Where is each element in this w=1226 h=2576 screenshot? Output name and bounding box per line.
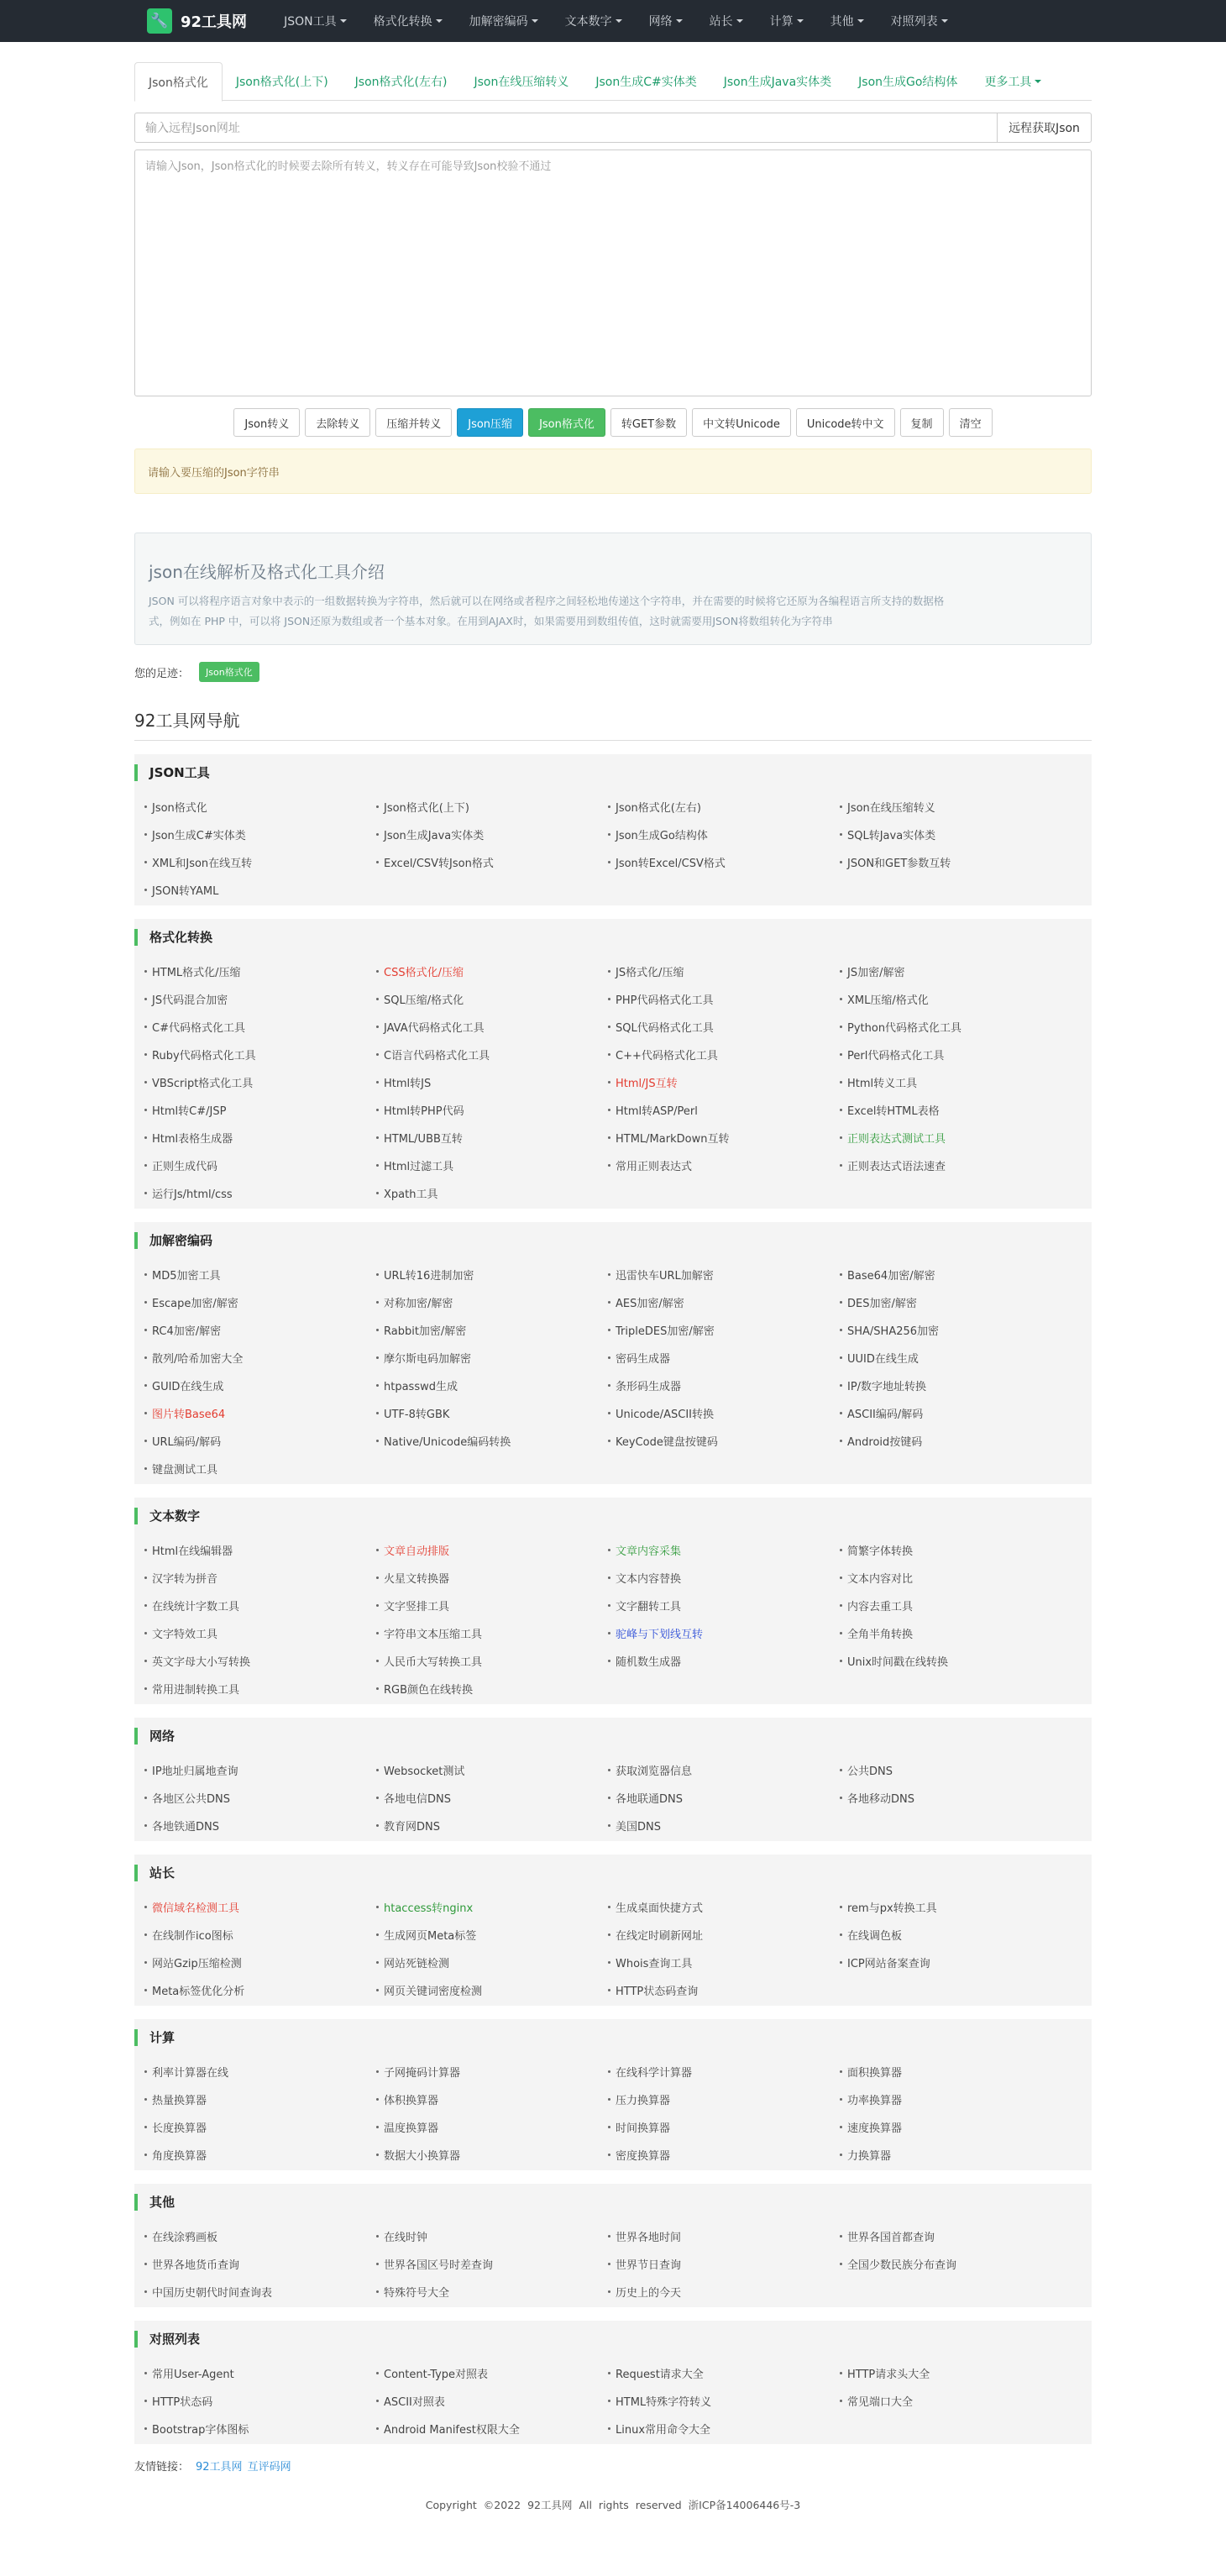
footprint-label: 您的足迹： [134, 667, 190, 680]
tool-link[interactable]: Ruby代码格式化工具 [144, 1041, 376, 1068]
tool-link[interactable]: 人民币大写转换工具 [376, 1647, 608, 1675]
tool-link[interactable]: UUID在线生成 [840, 1344, 1071, 1372]
tool-link[interactable]: Html转C#/JSP [144, 1096, 376, 1124]
tool-link[interactable]: Python代码格式化工具 [840, 1013, 1071, 1041]
footprint-badge[interactable]: Json格式化 [199, 662, 259, 682]
nav-menu-label: 对照列表 [890, 15, 938, 29]
tool-link[interactable]: Escape加密/解密 [144, 1288, 376, 1316]
tool-link[interactable]: 驼峰与下划线互转 [608, 1619, 840, 1647]
tool-link[interactable]: 迅雷快车URL加解密 [608, 1261, 840, 1288]
tool-link[interactable]: 公共DNS [840, 1756, 1071, 1784]
tool-link[interactable]: HTML/UBB互转 [376, 1124, 608, 1152]
section-title: 格式化转换 [134, 929, 1078, 946]
tool-link[interactable]: Request请求大全 [608, 2359, 840, 2387]
tool-link[interactable]: ICP网站备案查询 [840, 1949, 1071, 1976]
action-button[interactable]: 压缩并转义 [375, 408, 452, 437]
tool-link[interactable]: 各地移动DNS [840, 1784, 1071, 1812]
tool-link[interactable]: 在线时钟 [376, 2222, 608, 2250]
tool-link[interactable]: Linux常用命令大全 [608, 2415, 840, 2442]
tool-link[interactable]: SQL压缩/格式化 [376, 985, 608, 1013]
tool-link[interactable]: MD5加密工具 [144, 1261, 376, 1288]
tool-link[interactable]: 散列/哈希加密大全 [144, 1344, 376, 1372]
tool-link[interactable]: 文本内容对比 [840, 1564, 1071, 1592]
tool-link[interactable]: Html/JS互转 [608, 1068, 840, 1096]
section-link-grid [134, 1893, 1078, 2004]
tool-link[interactable]: 在线调色板 [840, 1921, 1071, 1949]
alert-message: 请输入要压缩的Json字符串 [134, 449, 1092, 494]
tool-link[interactable]: DES加密/解密 [840, 1288, 1071, 1316]
tool-link[interactable]: 长度换算器 [144, 2113, 376, 2141]
brand-name: 92工具网 [181, 13, 248, 31]
remote-url-row [134, 113, 1092, 143]
section-link-grid [134, 1261, 1078, 1482]
section-title: 网络 [134, 1728, 1078, 1744]
tool-link[interactable]: 微信域名检测工具 [144, 1893, 376, 1921]
tool-link[interactable]: 运行Js/html/css [144, 1179, 376, 1207]
tool-link[interactable]: VBScript格式化工具 [144, 1068, 376, 1096]
tool-link[interactable]: RGB颜色在线转换 [376, 1675, 608, 1702]
tool-link[interactable]: Json生成C#实体类 [144, 821, 376, 848]
tool-link[interactable]: URL编码/解码 [144, 1427, 376, 1455]
tool-link[interactable]: 生成网页Meta标签 [376, 1921, 608, 1949]
nav-menu-item[interactable] [757, 0, 817, 42]
tool-link[interactable]: JSON和GET参数互转 [840, 848, 1071, 876]
tool-link[interactable]: 子网掩码计算器 [376, 2058, 608, 2085]
tool-link[interactable]: UTF-8转GBK [376, 1399, 608, 1427]
tool-link[interactable]: HTML特殊字符转义 [608, 2387, 840, 2415]
tool-link[interactable]: Html转PHP代码 [376, 1096, 608, 1124]
tool-link[interactable]: PHP代码格式化工具 [608, 985, 840, 1013]
footprint-row [134, 662, 1092, 682]
tab-label: Json格式化(左右) [354, 76, 448, 89]
caret-down-icon [797, 19, 804, 23]
tool-link[interactable]: JS格式化/压缩 [608, 957, 840, 985]
tool-link[interactable]: 热量换算器 [144, 2085, 376, 2113]
tool-link[interactable]: 世界节日查询 [608, 2250, 840, 2278]
tool-link[interactable]: 世界各地时间 [608, 2222, 840, 2250]
tool-link[interactable]: 键盘测试工具 [144, 1455, 376, 1482]
tool-link[interactable]: XML和Json在线互转 [144, 848, 376, 876]
section-link-grid [134, 957, 1078, 1207]
caret-down-icon [340, 19, 347, 23]
tool-link[interactable]: 功率换算器 [840, 2085, 1071, 2113]
action-button[interactable]: Json压缩 [457, 408, 523, 437]
tool-link[interactable]: 正则表达式测试工具 [840, 1124, 1071, 1152]
section-title: 加解密编码 [134, 1232, 1078, 1249]
top-navbar [0, 0, 1226, 42]
tool-link[interactable]: 正则表达式语法速查 [840, 1152, 1071, 1179]
tool-link[interactable]: 网站Gzip压缩检测 [144, 1949, 376, 1976]
tool-link[interactable]: 文字特效工具 [144, 1619, 376, 1647]
nav-menu-item[interactable] [636, 0, 696, 42]
action-button[interactable]: Unicode转中文 [796, 408, 895, 437]
tool-link[interactable]: 字符串文本压缩工具 [376, 1619, 608, 1647]
tool-link[interactable]: Json转Excel/CSV格式 [608, 848, 840, 876]
caret-down-icon [857, 19, 864, 23]
tool-sections [134, 754, 1092, 2444]
friend-links-label: 友情链接： [134, 2461, 190, 2474]
tool-link[interactable]: Json格式化 [144, 793, 376, 821]
tool-section [134, 2321, 1092, 2444]
tool-link[interactable]: XML压缩/格式化 [840, 985, 1071, 1013]
tool-link[interactable]: 在线定时刷新网址 [608, 1921, 840, 1949]
nav-menu-item[interactable] [878, 0, 961, 42]
tool-link[interactable]: Json格式化(上下) [376, 793, 608, 821]
tab-item[interactable] [710, 62, 845, 101]
tool-link[interactable]: htpasswd生成 [376, 1372, 608, 1399]
tool-link[interactable]: JS代码混合加密 [144, 985, 376, 1013]
tab-label: Json生成Go结构体 [858, 76, 958, 89]
tool-link[interactable]: 数据大小换算器 [376, 2141, 608, 2169]
tool-link[interactable]: 常见端口大全 [840, 2387, 1071, 2415]
tool-link[interactable]: 常用正则表达式 [608, 1152, 840, 1179]
tool-link[interactable]: htaccess转nginx [376, 1893, 608, 1921]
tool-link[interactable]: Excel/CSV转Json格式 [376, 848, 608, 876]
tool-link[interactable]: 网站死链检测 [376, 1949, 608, 1976]
section-title: 其他 [134, 2194, 1078, 2211]
tool-link[interactable]: 网页关键词密度检测 [376, 1976, 608, 2004]
tool-link[interactable]: SQL转Java实体类 [840, 821, 1071, 848]
tool-link[interactable]: 各地铁通DNS [144, 1812, 376, 1839]
tool-link[interactable]: 力换算器 [840, 2141, 1071, 2169]
tool-link[interactable]: 正则生成代码 [144, 1152, 376, 1179]
tool-tabs [134, 62, 1092, 101]
tool-link[interactable]: 教育网DNS [376, 1812, 608, 1839]
section-link-grid [134, 2058, 1078, 2169]
caret-down-icon [676, 19, 683, 23]
tool-section [134, 2184, 1092, 2307]
tool-link[interactable]: 速度换算器 [840, 2113, 1071, 2141]
tool-link[interactable]: Xpath工具 [376, 1179, 608, 1207]
tool-link[interactable]: Rabbit加密/解密 [376, 1316, 608, 1344]
tool-link[interactable]: 火星文转换器 [376, 1564, 608, 1592]
tool-link[interactable]: JS加密/解密 [840, 957, 1071, 985]
tool-link[interactable]: 在线制作ico图标 [144, 1921, 376, 1949]
tool-link[interactable]: 英文字母大小写转换 [144, 1647, 376, 1675]
intro-title: json在线解析及格式化工具介绍 [149, 562, 385, 582]
action-button[interactable]: Json格式化 [528, 408, 605, 437]
tab-label: Json生成C#实体类 [595, 76, 697, 89]
tool-link[interactable]: Json生成Java实体类 [376, 821, 608, 848]
tool-link[interactable]: 随机数生成器 [608, 1647, 840, 1675]
tool-link[interactable]: 世界各国首都查询 [840, 2222, 1071, 2250]
section-link-grid [134, 1536, 1078, 1702]
action-buttons [134, 408, 1092, 437]
tool-link[interactable]: HTTP状态码 [144, 2387, 376, 2415]
action-button[interactable]: 复制 [900, 408, 944, 437]
tool-link[interactable]: Perl代码格式化工具 [840, 1041, 1071, 1068]
nav-menu-item[interactable] [456, 0, 552, 42]
section-title: 计算 [134, 2029, 1078, 2046]
tool-link[interactable]: Bootstrap字体图标 [144, 2415, 376, 2442]
caret-down-icon [532, 19, 538, 23]
intro-text-line-1: JSON 可以将程序语言对象中表示的一组数据转换为字符串，然后就可以在网络或者程序之间轻松地传递这个字符串，并在需要的时候将它还原为各编程语言所支持的数据格 [149, 595, 945, 607]
section-title: JSON工具 [134, 764, 1078, 781]
tool-link[interactable]: Websocket测试 [376, 1756, 608, 1784]
tool-link[interactable]: ASCII编码/解码 [840, 1399, 1071, 1427]
nav-menu-item[interactable] [817, 0, 878, 42]
tool-link[interactable]: HTTP状态码查询 [608, 1976, 840, 2004]
caret-down-icon [616, 19, 622, 23]
main-content [134, 62, 1092, 2512]
copyright: Copyright ©2022 92工具网 All rights reserved 浙ICP备14006446号-3 [425, 2499, 801, 2511]
tool-link[interactable]: 角度换算器 [144, 2141, 376, 2169]
friend-link[interactable]: 92工具网 [196, 2461, 243, 2474]
tool-link[interactable]: 中国历史朝代时间查询表 [144, 2278, 376, 2306]
brand-logo[interactable] [147, 8, 247, 34]
tool-link[interactable]: 简繁字体转换 [840, 1536, 1071, 1564]
tool-link[interactable]: 历史上的今天 [608, 2278, 840, 2306]
tool-link[interactable]: 利率计算器在线 [144, 2058, 376, 2085]
intro-text [149, 591, 1077, 632]
tool-link[interactable]: 压力换算器 [608, 2085, 840, 2113]
tool-link[interactable]: HTTP请求头大全 [840, 2359, 1071, 2387]
tool-link[interactable]: 温度换算器 [376, 2113, 608, 2141]
friend-link[interactable]: 互评码网 [247, 2461, 291, 2474]
tool-link[interactable]: Html转义工具 [840, 1068, 1071, 1096]
nav-menu-label: 网络 [648, 15, 673, 29]
nav-menu-label: 加解密编码 [469, 15, 528, 29]
nav-menu-item[interactable] [696, 0, 757, 42]
tool-link[interactable]: IP/数字地址转换 [840, 1372, 1071, 1399]
action-button[interactable]: 中文转Unicode [692, 408, 791, 437]
section-link-grid [134, 2359, 1078, 2442]
nav-menu-label: 格式化转换 [373, 15, 432, 29]
tool-link[interactable]: TripleDES加密/解密 [608, 1316, 840, 1344]
tool-link[interactable]: Html在线编辑器 [144, 1536, 376, 1564]
wrench-icon: 🔧 [147, 8, 172, 34]
tool-section [134, 919, 1092, 1209]
tab-item[interactable] [582, 62, 710, 101]
caret-down-icon [736, 19, 743, 23]
tool-link[interactable]: 获取浏览器信息 [608, 1756, 840, 1784]
tool-link[interactable]: Native/Unicode编码转换 [376, 1427, 608, 1455]
tool-link[interactable]: Unix时间戳在线转换 [840, 1647, 1071, 1675]
tool-link[interactable]: 世界各国区号时差查询 [376, 2250, 608, 2278]
tab-label: Json格式化 [149, 76, 208, 90]
tool-link[interactable]: Content-Type对照表 [376, 2359, 608, 2387]
tool-section [134, 1222, 1092, 1484]
nav-menu-label: 其他 [830, 15, 854, 29]
tool-link[interactable]: C语言代码格式化工具 [376, 1041, 608, 1068]
tab-item[interactable] [342, 62, 461, 101]
tool-link[interactable]: Meta标签优化分析 [144, 1976, 376, 2004]
tool-link[interactable]: AES加密/解密 [608, 1288, 840, 1316]
tool-link[interactable]: Html转JS [376, 1068, 608, 1096]
remote-url-input[interactable]: 输入远程Json网址 [134, 113, 998, 143]
action-button[interactable]: Json转义 [233, 408, 300, 437]
tool-link[interactable]: 对称加密/解密 [376, 1288, 608, 1316]
tool-link[interactable]: Json在线压缩转义 [840, 793, 1071, 821]
tool-link[interactable]: 生成桌面快捷方式 [608, 1893, 840, 1921]
tool-link[interactable]: RC4加密/解密 [144, 1316, 376, 1344]
tool-link[interactable]: Json生成Go结构体 [608, 821, 840, 848]
nav-menu-label: 文本数字 [564, 15, 612, 29]
tab-label: 更多工具 [984, 76, 1032, 89]
action-button[interactable]: 转GET参数 [610, 408, 687, 437]
tool-link[interactable]: Html转ASP/Perl [608, 1096, 840, 1124]
section-title: 文本数字 [134, 1508, 1078, 1524]
tool-link[interactable]: GUID在线生成 [144, 1372, 376, 1399]
tab-label: Json在线压缩转义 [474, 76, 569, 89]
section-link-grid [134, 2222, 1078, 2306]
tab-item[interactable] [223, 62, 342, 101]
tool-link[interactable]: Android Manifest权限大全 [376, 2415, 608, 2442]
tool-link[interactable]: KeyCode键盘按键码 [608, 1427, 840, 1455]
tool-link[interactable]: rem与px转换工具 [840, 1893, 1071, 1921]
tool-link[interactable]: 常用进制转换工具 [144, 1675, 376, 1702]
tool-link[interactable]: 在线涂鸦画板 [144, 2222, 376, 2250]
tool-section [134, 1855, 1092, 2006]
tool-link[interactable]: 文本内容替换 [608, 1564, 840, 1592]
nav-menu [270, 0, 961, 42]
tool-link[interactable]: Unicode/ASCII转换 [608, 1399, 840, 1427]
tab-item[interactable] [845, 62, 971, 101]
nav-menu-item[interactable] [270, 0, 360, 42]
tool-link[interactable]: SQL代码格式化工具 [608, 1013, 840, 1041]
tab-item[interactable] [460, 62, 582, 101]
intro-panel [134, 533, 1092, 645]
intro-text-line-2: 式，例如在 PHP 中，可以将 JSON还原为数组或者一个基本对象。在用到AJAX时，如果需要用到数组传值，这时就需要用JSON将数组转化为字符串 [149, 615, 833, 627]
tool-link[interactable]: 文字翻转工具 [608, 1592, 840, 1619]
caret-down-icon [436, 19, 443, 23]
action-button[interactable]: 去除转义 [305, 408, 370, 437]
tool-link[interactable]: 密度换算器 [608, 2141, 840, 2169]
tab-item[interactable] [134, 62, 223, 102]
tool-section [134, 1498, 1092, 1704]
tool-link[interactable]: CSS格式化/压缩 [376, 957, 608, 985]
tab-label: Json生成Java实体类 [723, 76, 832, 89]
tool-link[interactable]: 图片转Base64 [144, 1399, 376, 1427]
friend-links [134, 2458, 1092, 2474]
site-nav-title: 92工具网导航 [134, 707, 1092, 741]
nav-menu-label: 计算 [769, 15, 794, 29]
nav-menu-label: JSON工具 [284, 15, 337, 29]
tool-link[interactable]: Excel转HTML表格 [840, 1096, 1071, 1124]
tool-link[interactable]: HTML/MarkDown互转 [608, 1124, 840, 1152]
json-input-textarea[interactable]: 请输入Json，Json格式化的时候要去除所有转义，转义存在可能导致Json校验不通过 [134, 150, 1092, 396]
tool-link[interactable]: 世界各地货币查询 [144, 2250, 376, 2278]
tool-link[interactable]: JAVA代码格式化工具 [376, 1013, 608, 1041]
section-title: 对照列表 [134, 2331, 1078, 2348]
tool-link[interactable]: 常用User-Agent [144, 2359, 376, 2387]
tool-link[interactable]: JSON转YAML [144, 876, 376, 904]
tool-link[interactable]: ASCII对照表 [376, 2387, 608, 2415]
tool-link[interactable]: Json格式化(左右) [608, 793, 840, 821]
tool-link[interactable]: 各地电信DNS [376, 1784, 608, 1812]
tool-link[interactable]: Html表格生成器 [144, 1124, 376, 1152]
tool-link[interactable]: 全角半角转换 [840, 1619, 1071, 1647]
tool-link[interactable]: Base64加密/解密 [840, 1261, 1071, 1288]
tool-link[interactable]: 文章自动排版 [376, 1536, 608, 1564]
tool-link[interactable]: 体积换算器 [376, 2085, 608, 2113]
fetch-remote-json-button[interactable]: 远程获取Json [998, 113, 1092, 143]
tool-link[interactable]: 各地联通DNS [608, 1784, 840, 1812]
tool-link[interactable]: HTML格式化/压缩 [144, 957, 376, 985]
tool-link[interactable]: 特殊符号大全 [376, 2278, 608, 2306]
tool-link[interactable]: URL转16进制加密 [376, 1261, 608, 1288]
nav-menu-item[interactable] [360, 0, 456, 42]
tool-link[interactable]: IP地址归属地查询 [144, 1756, 376, 1784]
tab-label: Json格式化(上下) [235, 76, 328, 89]
tool-link[interactable]: 全国少数民族分布查询 [840, 2250, 1071, 2278]
tool-link[interactable]: Whois查询工具 [608, 1949, 840, 1976]
tool-link[interactable]: C++代码格式化工具 [608, 1041, 840, 1068]
tool-link[interactable]: 条形码生成器 [608, 1372, 840, 1399]
tool-link[interactable]: 各地区公共DNS [144, 1784, 376, 1812]
tool-link[interactable]: 在线统计字数工具 [144, 1592, 376, 1619]
tool-section [134, 2019, 1092, 2170]
tool-link[interactable]: 密码生成器 [608, 1344, 840, 1372]
tab-item[interactable] [971, 62, 1055, 101]
tool-link[interactable]: Html过滤工具 [376, 1152, 608, 1179]
tool-section [134, 754, 1092, 905]
tool-link[interactable]: 内容去重工具 [840, 1592, 1071, 1619]
tool-link[interactable]: SHA/SHA256加密 [840, 1316, 1071, 1344]
nav-menu-label: 站长 [709, 15, 733, 29]
section-link-grid [134, 793, 1078, 904]
section-title: 站长 [134, 1865, 1078, 1881]
tool-link[interactable]: C#代码格式化工具 [144, 1013, 376, 1041]
tool-link[interactable]: 时间换算器 [608, 2113, 840, 2141]
caret-down-icon [1035, 80, 1041, 83]
tool-link[interactable]: 文章内容采集 [608, 1536, 840, 1564]
tool-section [134, 1718, 1092, 1841]
tool-link[interactable]: 摩尔斯电码加解密 [376, 1344, 608, 1372]
tool-link[interactable]: 在线科学计算器 [608, 2058, 840, 2085]
nav-menu-item[interactable] [552, 0, 636, 42]
tool-link[interactable]: 美国DNS [608, 1812, 840, 1839]
caret-down-icon [941, 19, 948, 23]
section-link-grid [134, 1756, 1078, 1839]
tool-link[interactable]: 面积换算器 [840, 2058, 1071, 2085]
tool-link[interactable]: 文字竖排工具 [376, 1592, 608, 1619]
tool-link[interactable]: Android按键码 [840, 1427, 1071, 1455]
action-button[interactable]: 清空 [949, 408, 993, 437]
tool-link[interactable]: 汉字转为拼音 [144, 1564, 376, 1592]
